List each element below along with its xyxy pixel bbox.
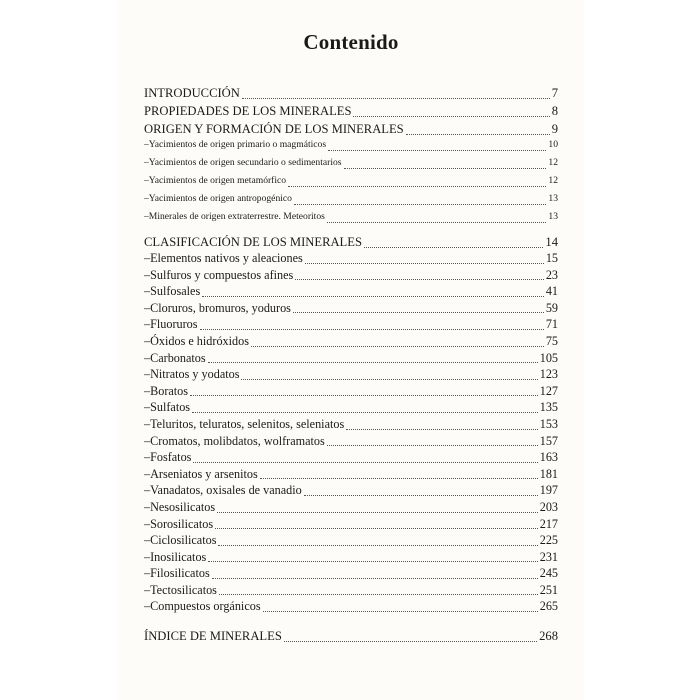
toc-entry: [144, 565, 558, 582]
toc-entry-page-number: 10: [548, 139, 558, 150]
toc-entry-page-number: 203: [539, 499, 558, 514]
dot-leader: [305, 263, 544, 264]
toc-entry-page-number: 14: [545, 235, 558, 249]
toc-entry-page-number: 251: [539, 582, 558, 597]
toc-entry-label: –Sorosilicatos: [144, 516, 214, 531]
toc-entry-label: –Compuestos orgánicos: [144, 599, 261, 614]
toc-section-origin: [144, 84, 558, 138]
toc-entry-page-number: 105: [539, 350, 558, 365]
toc-entry-page-number: 245: [539, 566, 558, 581]
toc-entry-page-number: 127: [539, 383, 558, 398]
toc-entry-page-number: 71: [545, 317, 558, 332]
toc-entry: [144, 582, 558, 599]
toc-entry: [144, 466, 558, 483]
toc-entry-page-number: 197: [539, 483, 558, 498]
toc-entry-label: –Nesosilicatos: [144, 499, 216, 514]
toc-section-classification: [144, 233, 558, 251]
toc-entry: [144, 102, 558, 120]
toc-entry-label: –Boratos: [144, 383, 189, 398]
toc-entry-page-number: 7: [551, 86, 558, 100]
dot-leader: [304, 495, 538, 496]
toc-section-index: [144, 627, 558, 645]
dot-leader: [328, 150, 546, 151]
toc-entry-label: –Cromatos, molibdatos, wolframatos: [144, 433, 325, 448]
toc-entry: [144, 316, 558, 333]
toc-entry: [144, 267, 558, 284]
dot-leader: [190, 395, 538, 396]
toc-entry-label: –Teluritos, teluratos, selenitos, seleniatos: [144, 416, 345, 431]
dot-leader: [346, 429, 538, 430]
toc-entry-label: –Cloruros, bromuros, yoduros: [144, 300, 291, 315]
dot-leader: [192, 412, 538, 413]
dot-leader: [263, 611, 538, 612]
toc-entry: [144, 532, 558, 549]
toc-entry-page-number: 123: [539, 367, 558, 382]
page-title: Contenido: [303, 30, 399, 54]
toc-entry: [144, 499, 558, 516]
toc-entry: [144, 449, 558, 466]
toc-entry-page-number: 41: [545, 284, 558, 299]
toc-entry-label: –Ciclosilicatos: [144, 533, 217, 548]
toc-entry-label: –Yacimientos de origen metamórfico: [144, 175, 287, 186]
dot-leader: [364, 247, 543, 248]
toc-entry: [144, 549, 558, 566]
toc-entry-label: –Óxidos e hidróxidos: [144, 333, 249, 348]
toc-entry-page-number: 135: [539, 400, 558, 415]
dot-leader: [284, 641, 537, 642]
toc-section-origin-subitems: [144, 136, 558, 226]
toc-entry: [144, 154, 558, 172]
toc-entry: [144, 482, 558, 499]
toc-entry-page-number: 231: [539, 549, 558, 564]
toc-entry-page-number: 163: [539, 450, 558, 465]
dot-leader: [208, 362, 538, 363]
dot-leader: [241, 379, 537, 380]
dot-leader: [293, 312, 544, 313]
dot-leader: [260, 478, 538, 479]
dot-leader: [215, 528, 538, 529]
toc-entry-page-number: 181: [539, 466, 558, 481]
toc-entry-page-number: 268: [539, 629, 558, 643]
toc-entry-label: ÍNDICE DE MINERALES: [144, 629, 282, 643]
toc-entry-label: –Sulfuros y compuestos afines: [144, 267, 294, 282]
toc-entry-label: –Inosilicatos: [144, 549, 207, 564]
toc-entry-label: –Minerales de origen extraterrestre. Meteoritos: [144, 211, 325, 222]
toc-entry: [144, 233, 558, 251]
toc-entry-label: CLASIFICACIÓN DE LOS MINERALES: [144, 235, 362, 249]
toc-entry-label: –Sulfatos: [144, 400, 191, 415]
toc-entry-label: –Vanadatos, oxisales de vanadio: [144, 483, 302, 498]
dot-leader: [218, 545, 537, 546]
toc-entry: [144, 333, 558, 350]
toc-entry: [144, 84, 558, 102]
toc-entry: [144, 366, 558, 383]
toc-entry-label: –Tectosilicatos: [144, 582, 217, 597]
toc-entry-page-number: 23: [545, 267, 558, 282]
dot-leader: [295, 279, 544, 280]
dot-leader: [344, 168, 547, 169]
toc-entry-label: PROPIEDADES DE LOS MINERALES: [144, 104, 352, 118]
toc-entry-label: –Arseniatos y arsenitos: [144, 466, 258, 481]
toc-entry: [144, 416, 558, 433]
toc-entry: [144, 172, 558, 190]
toc-entry-page-number: 153: [539, 416, 558, 431]
toc-entry-label: –Carbonatos: [144, 350, 206, 365]
dot-leader: [353, 116, 549, 117]
toc-entry-label: –Yacimientos de origen primario o magmáticos: [144, 139, 327, 150]
toc-entry-page-number: 225: [539, 533, 558, 548]
toc-entry-page-number: 15: [545, 251, 558, 265]
dot-leader: [327, 222, 547, 223]
dot-leader: [288, 186, 546, 187]
toc-entry-label: –Elementos nativos y aleaciones: [144, 251, 303, 265]
toc-entry-page-number: 157: [539, 433, 558, 448]
toc-entry: [144, 516, 558, 533]
toc-entry: [144, 433, 558, 450]
toc-entry-page-number: 13: [548, 193, 558, 204]
toc-entry: [144, 190, 558, 208]
dot-leader: [219, 594, 538, 595]
toc-entry: [144, 350, 558, 367]
toc-entry-page-number: 12: [548, 157, 558, 168]
toc-entry-page-number: 12: [548, 175, 558, 186]
toc-entry-label: –Fosfatos: [144, 450, 192, 465]
dot-leader: [242, 98, 550, 99]
toc-entry-label: –Filosilicatos: [144, 566, 210, 581]
toc-entry: [144, 627, 558, 645]
toc-entry-label: INTRODUCCIÓN: [144, 86, 240, 100]
dot-leader: [212, 578, 538, 579]
toc-entry-page-number: 13: [548, 211, 558, 222]
toc-entry: [144, 136, 558, 154]
toc-entry-page-number: 9: [551, 122, 558, 136]
toc-entry-page-number: 75: [545, 333, 558, 348]
toc-entry: [144, 399, 558, 416]
toc-entry-label: –Yacimientos de origen secundario o sedimentarios: [144, 157, 342, 168]
dot-leader: [406, 134, 550, 135]
dot-leader: [251, 346, 544, 347]
dot-leader: [327, 445, 538, 446]
toc-entry: [144, 598, 558, 615]
dot-leader: [200, 329, 544, 330]
toc-entry-page-number: 8: [551, 104, 558, 118]
dot-leader: [208, 561, 537, 562]
toc-entry: [144, 250, 558, 267]
toc-entry-label: –Sulfosales: [144, 284, 201, 299]
dot-leader: [294, 204, 546, 205]
toc-entry: [144, 283, 558, 300]
dot-leader: [202, 296, 544, 297]
toc-entry-label: –Nitratos y yodatos: [144, 367, 240, 382]
toc-entry-page-number: 265: [539, 599, 558, 614]
toc-entry-page-number: 59: [545, 300, 558, 315]
toc-entry: [144, 300, 558, 317]
toc-entry-label: ORIGEN Y FORMACIÓN DE LOS MINERALES: [144, 122, 404, 136]
toc-entry-page-number: 217: [539, 516, 558, 531]
toc-entry: [144, 383, 558, 400]
toc-entry: [144, 208, 558, 226]
toc-entry-label: –Yacimientos de origen antropogénico: [144, 193, 292, 204]
toc-section-classification-subitems: [144, 250, 558, 615]
dot-leader: [217, 512, 538, 513]
toc-entry-label: –Fluoruros: [144, 317, 198, 332]
dot-leader: [193, 462, 537, 463]
